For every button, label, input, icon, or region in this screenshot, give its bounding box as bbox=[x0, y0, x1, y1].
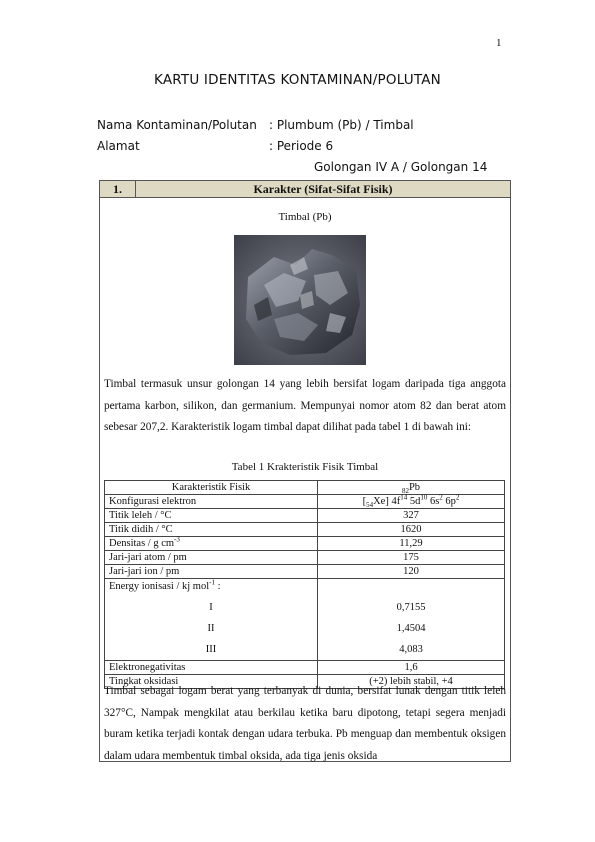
row-label: Jari-jari ion / pm bbox=[105, 565, 318, 579]
table-row bbox=[105, 661, 505, 675]
density-label: Densitas / g $cm^{-3}$ bbox=[105, 537, 318, 551]
header-element: $_{82}$Pb bbox=[318, 481, 505, 495]
row-value: 1,6 bbox=[318, 661, 505, 675]
name-label: Nama Kontaminan/Polutan bbox=[97, 118, 257, 132]
row-value: 11,29 bbox=[318, 537, 505, 551]
ionization-level: II bbox=[207, 623, 215, 634]
document-title: KARTU IDENTITAS KONTAMINAN/POLUTAN bbox=[154, 72, 441, 88]
section-header bbox=[100, 181, 510, 198]
table-header-row bbox=[105, 481, 505, 495]
body-paragraph: Timbal sebagai logam berat yang terbanyak di dunia, bersifat lunak dengan titik leleh 327°C, Nampak mengkilat atau berkilau ketika baru dipotong, tetapi segera menjadi buram ketika terjadi kontak dengan udara terbuka. Pb menguap dan membentuk oksigen dalam udara membentuk timbal oksida, ada tiga jenis oksida bbox=[104, 685, 506, 762]
page-number: 1 bbox=[496, 37, 502, 49]
row-label: Jari-jari atom / pm bbox=[105, 551, 318, 565]
address-label: Alamat bbox=[97, 139, 140, 153]
ionization-level: III bbox=[205, 644, 217, 655]
ionization-value: 0,7155 bbox=[396, 602, 426, 613]
ionization-values bbox=[318, 579, 505, 661]
intro-paragraph: Timbal termasuk unsur golongan 14 yang lebih bersifat logam daripada tiga anggota pertama karbon, silikon, dan germanium. Mempunyai nomor atom 82 dan berat atom sebesar 207,2. Karakteristik logam timbal dapat dilihat pada tabel 1 di bawah ini: bbox=[104, 378, 506, 433]
row-label: Konfigurasi elektron bbox=[105, 495, 318, 509]
row-label: Tingkat oksidasi bbox=[105, 675, 318, 689]
ionization-value: 4,083 bbox=[399, 644, 423, 655]
ionization-cell bbox=[105, 579, 318, 661]
image-caption: Timbal (Pb) bbox=[278, 211, 332, 223]
row-label: Elektronegativitas bbox=[105, 661, 318, 675]
ionization-row bbox=[105, 579, 505, 661]
row-value: 175 bbox=[318, 551, 505, 565]
section-number: 1. bbox=[100, 181, 136, 197]
properties-table bbox=[104, 480, 505, 689]
row-label: Titik didih / °C bbox=[105, 523, 318, 537]
ionization-level: I bbox=[209, 602, 213, 613]
table-row bbox=[105, 537, 505, 551]
row-value: 327 bbox=[318, 509, 505, 523]
name-value: : Plumbum (Pb) / Timbal bbox=[269, 118, 414, 132]
section-title: Karakter (Sifat-Sifat Fisik) bbox=[253, 182, 393, 196]
table-row bbox=[105, 565, 505, 579]
table-row bbox=[105, 523, 505, 537]
address-value-2: Golongan IV A / Golongan 14 bbox=[314, 160, 488, 174]
table-row bbox=[105, 495, 505, 509]
lead-ore-photo bbox=[234, 235, 366, 365]
header-characteristic: Karakteristik Fisik bbox=[105, 481, 318, 495]
table-row bbox=[105, 509, 505, 523]
ionization-label: Energy ionisasi / kj mol$^{-1}$ : bbox=[109, 578, 221, 592]
ionization-value: 1,4504 bbox=[396, 623, 426, 634]
table-caption: Tabel 1 Krakteristik Fisik Timbal bbox=[231, 461, 379, 473]
table-row bbox=[105, 551, 505, 565]
row-value: 1620 bbox=[318, 523, 505, 537]
row-value: (+2) lebih stabil, +4 bbox=[318, 675, 505, 689]
address-value: : Periode 6 bbox=[269, 139, 334, 153]
row-label: Titik leleh / °C bbox=[105, 509, 318, 523]
row-value: 120 bbox=[318, 565, 505, 579]
electron-config-value: $[_{54}Xe]$ $4f^{14}$ $5d^{10}$ $6s^2$ $6p^2$ bbox=[318, 495, 505, 509]
section-frame bbox=[99, 180, 511, 762]
